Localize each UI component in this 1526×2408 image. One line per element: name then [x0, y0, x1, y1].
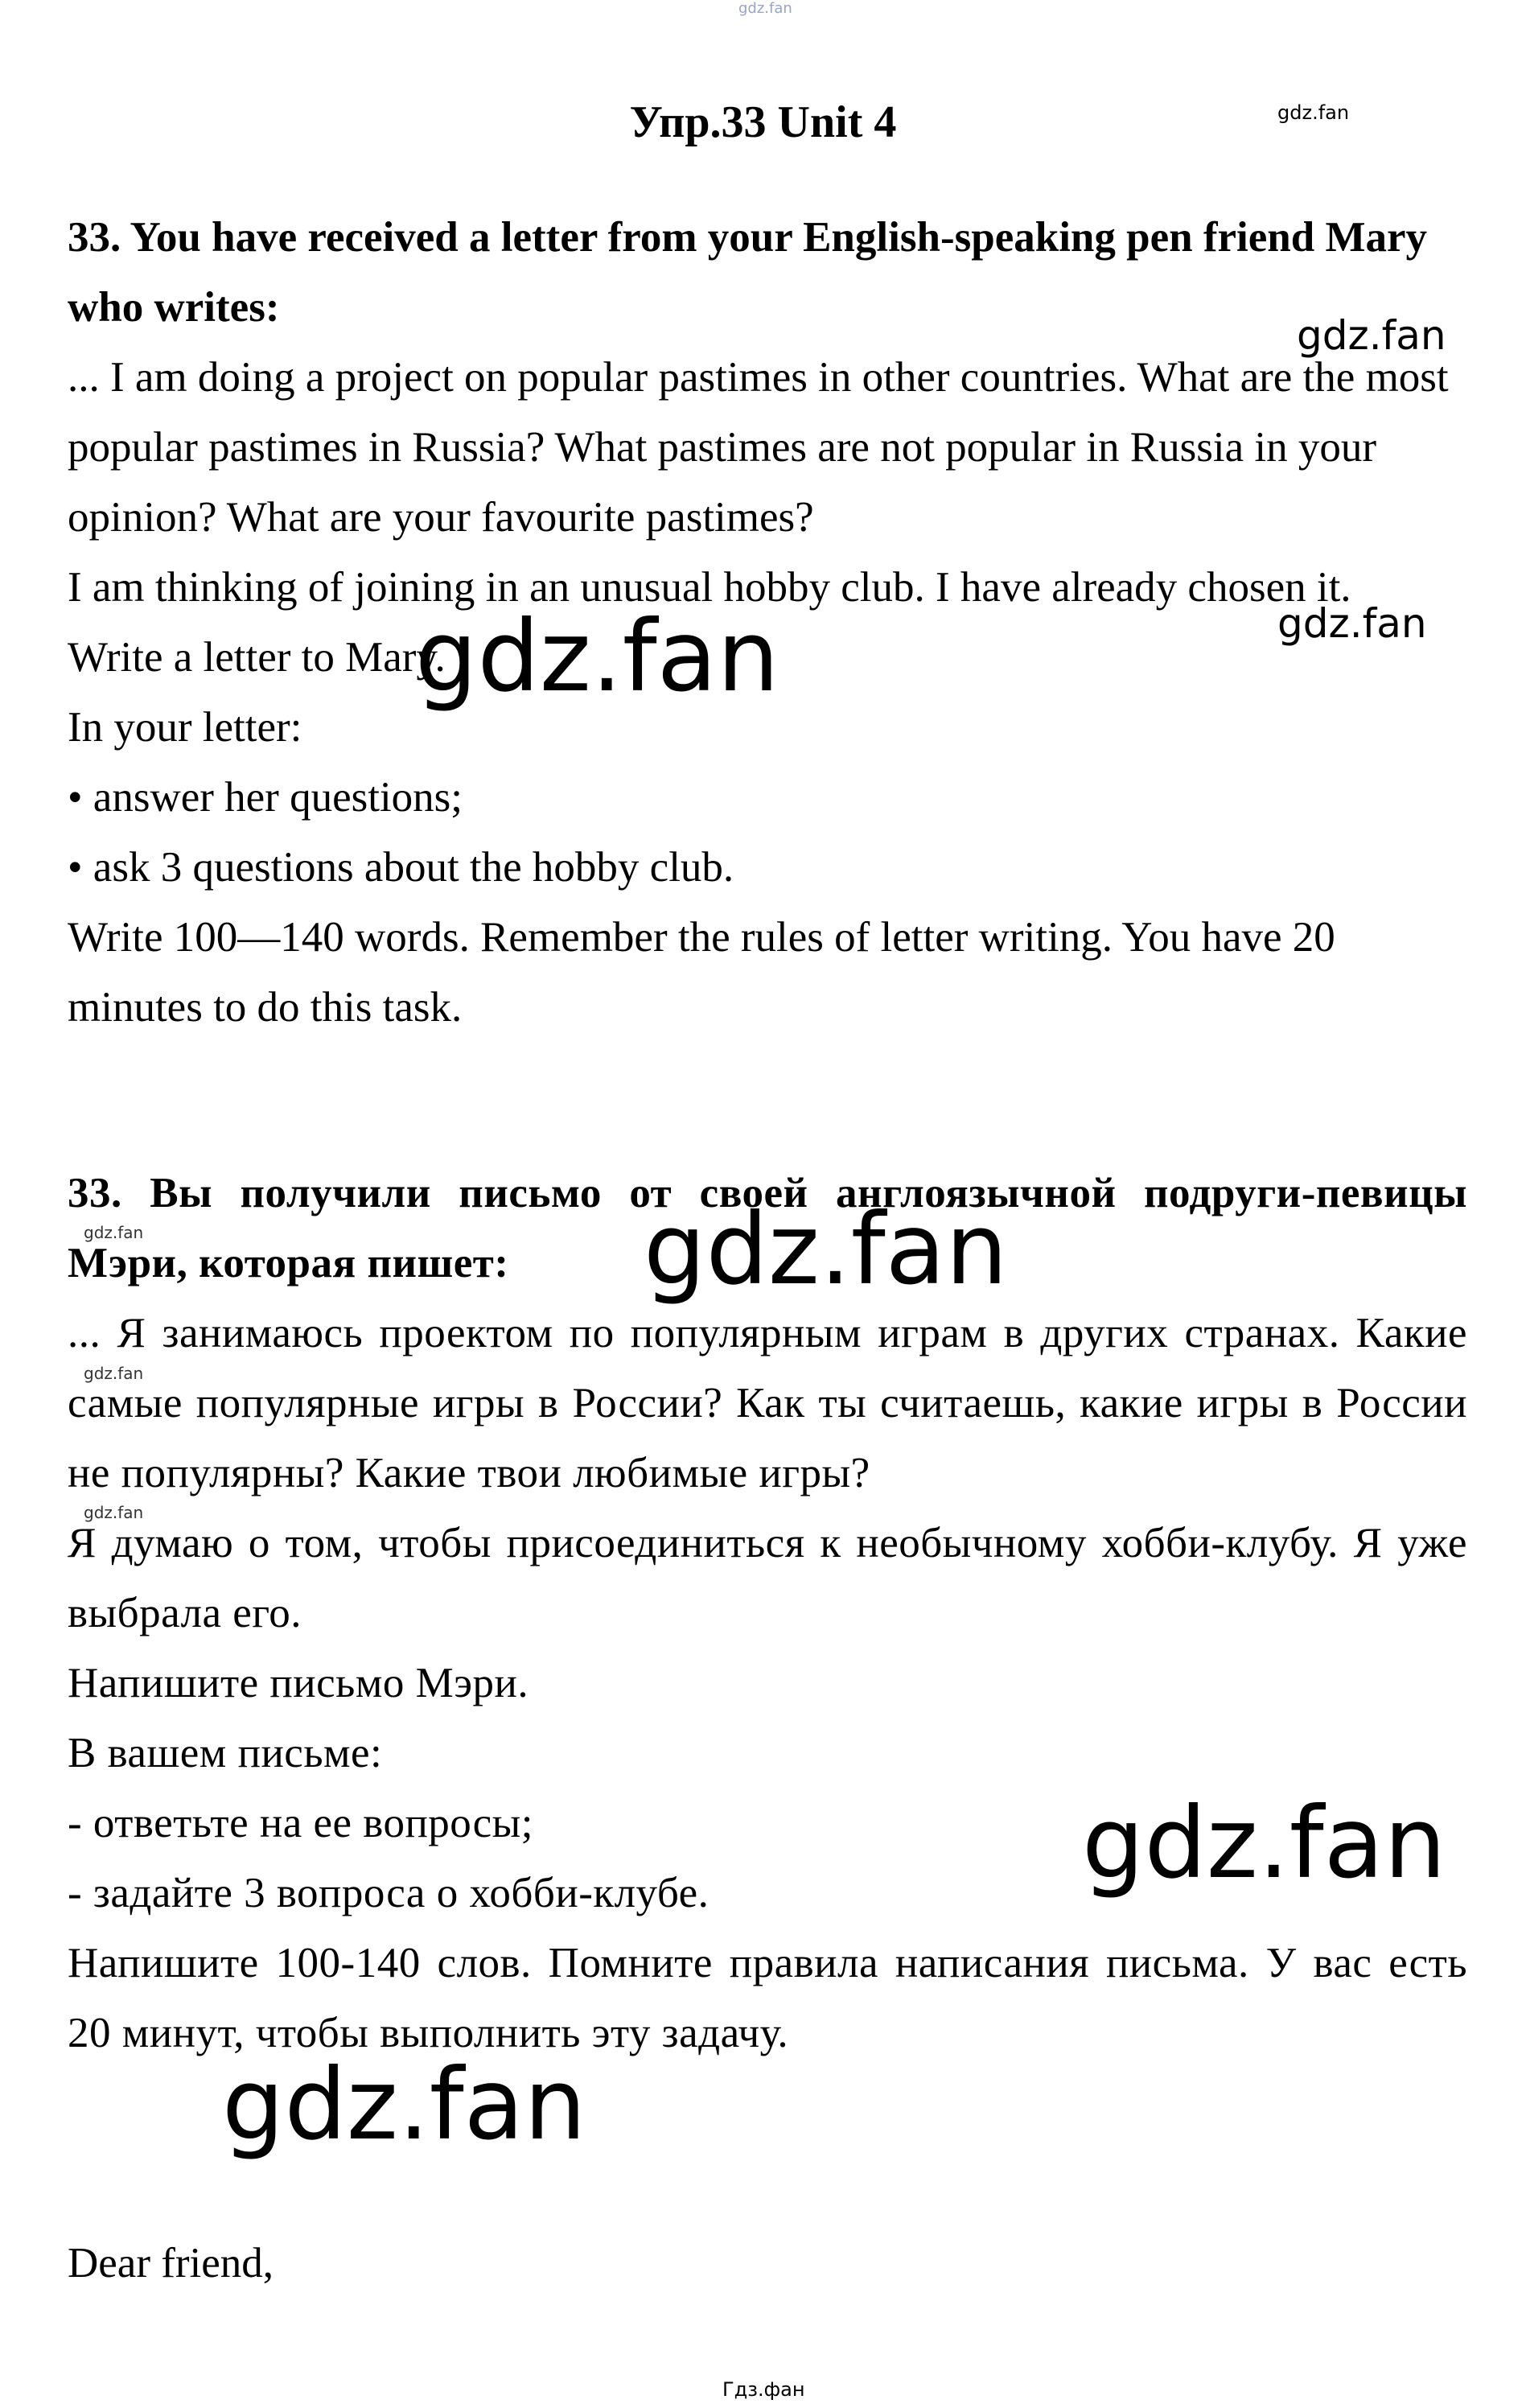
english-word-count: Write 100—140 words. Remember the rules of letter writing. You have 20 minutes to do this task. [68, 914, 1335, 1031]
watermark-large: gdz.fan [415, 599, 779, 714]
english-in-letter: In your letter: [68, 704, 302, 751]
watermark-footer: Гдз.фан [722, 2378, 805, 2401]
watermark-medium: gdz.fan [1297, 312, 1446, 359]
russian-bullet-1: - ответьте на ее вопросы; [68, 1800, 533, 1846]
watermark-large: gdz.fan [644, 1192, 1008, 1307]
page-title: Упр.33 Unit 4 [629, 97, 897, 147]
watermark-large: gdz.fan [1082, 1786, 1446, 1900]
watermark-medium: gdz.fan [1277, 600, 1427, 647]
russian-letter-paragraph-1: ... Я занимаюсь проектом по популярным играм в других странах. Какие самые популярные игры в России? Как ты считаешь, какие игры в России не популярны? Какие твои любимые игры? [68, 1310, 1467, 1496]
english-heading: 33. You have received a letter from your English-speaking pen friend Mary who writes: [68, 214, 1428, 331]
letter-greeting-block [68, 2229, 1467, 2299]
letter-greeting: Dear friend, [68, 2240, 274, 2287]
russian-letter-paragraph-2: Я думаю о том, чтобы присоединиться к необычному хобби-клубу. Я уже выбрала его. [68, 1520, 1467, 1636]
russian-word-count: Напишите 100-140 слов. Помните правила написания письма. У вас есть 20 минут, чтобы выполнить эту задачу. [68, 1940, 1467, 2056]
english-bullet-2: • ask 3 questions about the hobby club. [68, 844, 734, 891]
watermark-top-faint: gdz.fan [738, 0, 792, 17]
russian-heading: 33. Вы получили письмо от своей англоязычной подруги-певицы Мэри, которая пишет: [68, 1170, 1467, 1286]
english-letter-paragraph-1: ... I am doing a project on popular pastimes in other countries. What are the most popular pastimes in Russia? What pastimes are not popular in Russia in your opinion? What are your favourite pastimes? [68, 354, 1449, 541]
watermark-small: gdz.fan [1277, 101, 1350, 124]
watermark-tiny: gdz.fan [84, 1364, 144, 1383]
english-letter-paragraph-2: I am thinking of joining in an unusual hobby club. I have already chosen it. [68, 564, 1351, 611]
watermark-large: gdz.fan [222, 2048, 586, 2162]
english-instruction: Write a letter to Mary. [68, 634, 446, 681]
english-bullet-1: • answer her questions; [68, 774, 463, 821]
russian-bullet-2: - задайте 3 вопроса о хобби-клубе. [68, 1870, 710, 1916]
russian-instruction: Напишите письмо Мэри. [68, 1660, 529, 1706]
watermark-tiny: gdz.fan [84, 1223, 144, 1242]
russian-in-letter: В вашем письме: [68, 1730, 383, 1776]
watermark-tiny: gdz.fan [84, 1503, 144, 1522]
